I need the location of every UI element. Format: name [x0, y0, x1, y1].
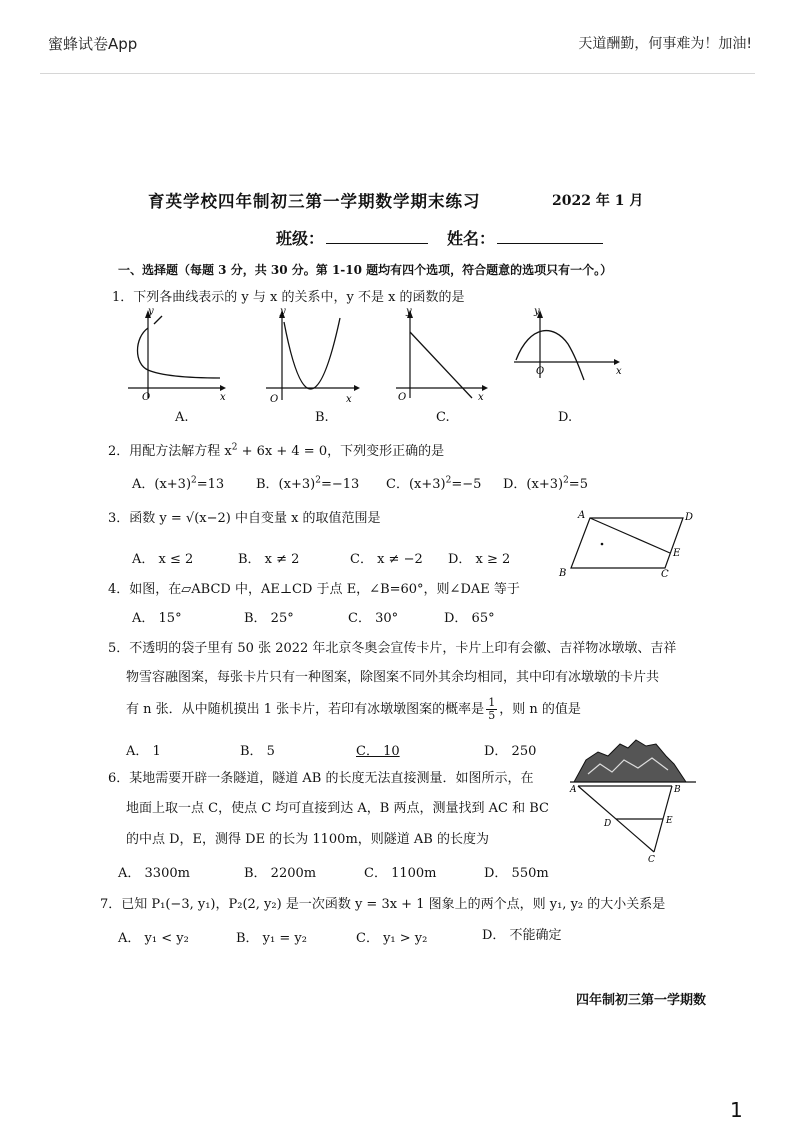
- q7-stem: 7．已知 P₁(−3, y₁)，P₂(2, y₂) 是一次函数 y = 3x + 1 图象上的两个点，则 y₁, y₂ 的大小关系是: [100, 897, 666, 912]
- q4-option-c: C． 30°: [348, 611, 399, 626]
- q3-stem: 3．函数 y = √(x−2) 中自变量 x 的取值范围是: [108, 511, 381, 526]
- q7-option-d: D． 不能确定: [482, 928, 562, 943]
- q1c-x-label: x: [478, 392, 484, 403]
- q1-graph-a: [120, 308, 230, 403]
- q6-label-e: E: [666, 816, 673, 826]
- app-header: [0, 0, 800, 74]
- q6-option-b: B． 2200m: [244, 866, 317, 881]
- q4-label-d: D: [685, 512, 694, 523]
- q4-label-e: E: [673, 548, 681, 559]
- q3-option-a: A． x ≤ 2: [132, 552, 194, 567]
- q6-label-c: C: [648, 855, 655, 865]
- q1c-origin: O: [398, 392, 407, 403]
- q4-label-b: B: [559, 568, 567, 579]
- q6-line2: 地面上取一点 C，使点 C 均可直接到达 A，B 两点，测量找到 AC 和 BC: [126, 801, 549, 816]
- q6-label-d: D: [604, 819, 612, 829]
- q1b-x-label: x: [346, 394, 352, 405]
- q6-label-b: B: [674, 785, 681, 795]
- section-heading: 一、选择题（每题 3 分，共 30 分。第 1-10 题均有四个选项，符合题意的选项只有一个。）: [118, 263, 613, 277]
- q1a-y-label: y: [148, 306, 154, 317]
- class-label: 班级：: [276, 229, 325, 248]
- q4-label-c: C: [661, 569, 669, 580]
- app-name: 蜜蜂试卷App: [48, 35, 138, 53]
- exam-date: 2022 年 1 月: [552, 193, 644, 209]
- q5-option-a: A． 1: [126, 744, 161, 759]
- q4-parallelogram-figure: [555, 508, 705, 580]
- q5-option-b: B． 5: [240, 744, 275, 759]
- q1d-x-label: x: [616, 366, 622, 377]
- q1-option-d: D.: [558, 410, 573, 425]
- q6-line1: 6．某地需要开辟一条隧道，隧道 AB 的长度无法直接测量．如图所示，在: [108, 771, 534, 786]
- q1b-y-label: y: [280, 306, 286, 317]
- q1-option-b: B.: [315, 410, 329, 425]
- app-motto: 天道酬勤，何事难为！加油!: [578, 36, 752, 52]
- q1-option-a: A.: [175, 410, 189, 425]
- q1c-y-label: y: [406, 306, 412, 317]
- q1b-origin: O: [270, 394, 279, 405]
- page-number: 1: [730, 1098, 743, 1122]
- q4-stem: 4．如图，在▱ABCD 中，AE⊥CD 于点 E，∠B=60°，则∠DAE 等于: [108, 582, 520, 597]
- q2-option-a: A．$(x+3)^2=13$: [132, 475, 225, 492]
- q5-line3: 有 n 张．从中随机摸出 1 张卡片，若印有冰墩墩图案的概率是 $\frac{1}{5}$ ，则 n 的值是: [126, 696, 581, 722]
- q6-option-c: C． 1100m: [364, 866, 437, 881]
- q5-option-c: C． 10: [356, 744, 400, 759]
- page-footer-note: 四年制初三第一学期数: [576, 993, 707, 1008]
- q2-option-c: C．$(x+3)^2=-5$: [386, 475, 482, 492]
- class-blank: [326, 243, 428, 244]
- q5-line1: 5．不透明的袋子里有 50 张 2022 年北京冬奥会宣传卡片，卡片上印有会徽、吉祥物冰墩墩、吉祥: [108, 641, 677, 656]
- q1a-x-label: x: [220, 392, 226, 403]
- q1-graph-c: [392, 308, 492, 403]
- q6-tunnel-figure: [568, 734, 700, 864]
- q6-option-d: D． 550m: [484, 866, 549, 881]
- header-divider: [40, 73, 755, 74]
- q6-option-a: A． 3300m: [118, 866, 190, 881]
- q4-option-a: A． 15°: [132, 611, 182, 626]
- q3-option-b: B． x ≠ 2: [238, 552, 300, 567]
- q7-option-c: C． y₁ > y₂: [356, 931, 428, 946]
- name-label: 姓名：: [447, 229, 496, 248]
- q1d-origin: O: [536, 366, 545, 377]
- q1d-y-label: y: [534, 306, 540, 317]
- q2-option-b: B．$(x+3)^2=-13$: [256, 475, 360, 492]
- q2-option-d: D．$(x+3)^2=5$: [503, 475, 588, 492]
- q4-label-a: A: [578, 510, 586, 521]
- name-blank: [497, 243, 603, 244]
- q5-line2: 物雪容融图案，每张卡片只有一种图案，除图案不同外其余均相同，其中印有冰墩墩的卡片共: [126, 670, 660, 685]
- q6-line3: 的中点 D，E，测得 DE 的长为 1100m，则隧道 AB 的长度为: [126, 832, 489, 847]
- q4-option-d: D． 65°: [444, 611, 495, 626]
- q3-option-d: D． x ≥ 2: [448, 552, 511, 567]
- q7-option-b: B． y₁ = y₂: [236, 931, 307, 946]
- q2-stem: 2．用配方法解方程 $x^2 + 6x + 4 = 0$，下列变形正确的是: [108, 442, 445, 459]
- q1-graph-d: [510, 308, 630, 383]
- q1a-origin: O: [142, 392, 151, 403]
- exam-title: 育英学校四年制初三第一学期数学期末练习: [148, 192, 481, 211]
- q5-option-d: D． 250: [484, 744, 537, 759]
- q3-option-c: C． x ≠ −2: [350, 552, 423, 567]
- q7-option-a: A． y₁ < y₂: [118, 931, 189, 946]
- q1-stem: 1．下列各曲线表示的 y 与 x 的关系中，y 不是 x 的函数的是: [112, 290, 465, 305]
- q1-graph-b: [262, 308, 362, 403]
- q4-option-b: B． 25°: [244, 611, 294, 626]
- q6-label-a: A: [570, 785, 577, 795]
- q1-option-c: C.: [436, 410, 450, 425]
